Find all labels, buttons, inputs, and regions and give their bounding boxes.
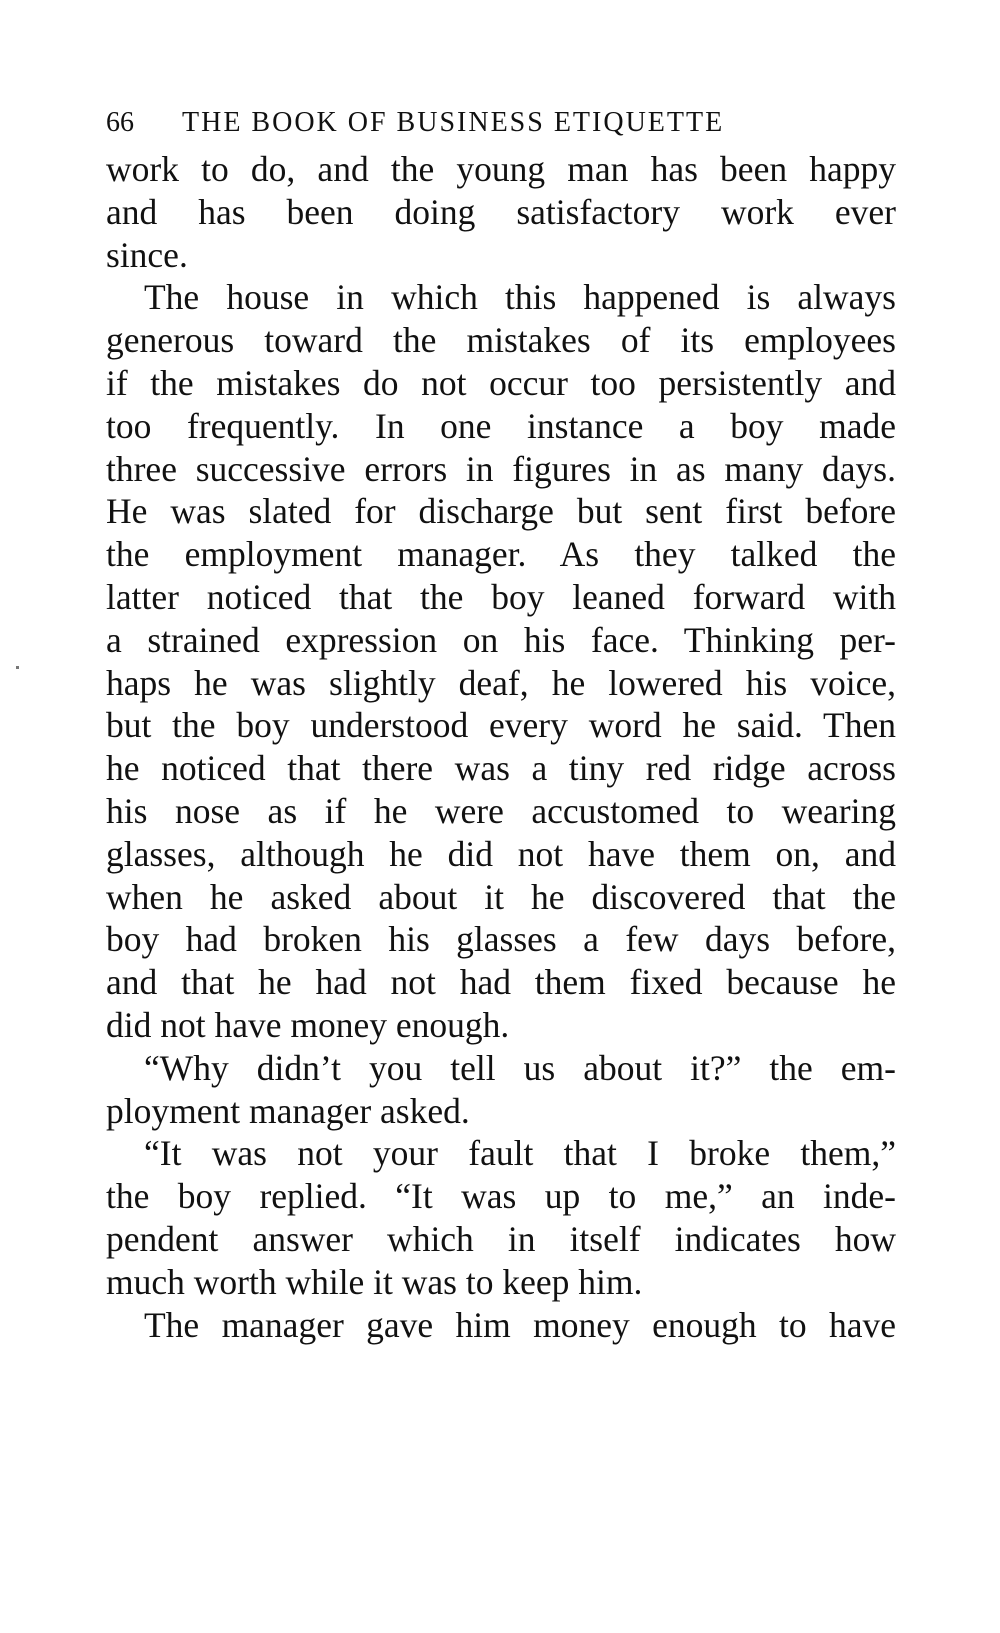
running-header — [106, 100, 896, 146]
text-line: pendent answer which in itself indicates how — [106, 1218, 896, 1259]
text-line: glasses, although he did not have them on, and — [106, 833, 896, 874]
text-line: work to do, and the young man has been happy — [106, 149, 896, 189]
text-line: the boy replied. “It was up to me,” an inde- — [106, 1176, 896, 1217]
text-line: He was slated for discharge but sent first before — [106, 491, 896, 532]
text-line: a strained expression on his face. Thinking per- — [106, 619, 896, 660]
text-line: ployment manager asked. — [106, 1090, 470, 1131]
text-line: he noticed that there was a tiny red ridge across — [106, 748, 896, 789]
text-line: latter noticed that the boy leaned forward with — [106, 576, 896, 617]
text-line: The house in which this happened is always — [144, 277, 896, 318]
scan-speck — [16, 666, 19, 669]
text-line: and that he had not had them fixed because he — [106, 962, 896, 1003]
book-page — [106, 100, 896, 1346]
text-line: boy had broken his glasses a few days before, — [106, 919, 896, 960]
text-line: when he asked about it he discovered that the — [106, 876, 896, 917]
body-text — [106, 148, 896, 1346]
text-line: did not have money enough. — [106, 1004, 510, 1045]
text-line: “Why didn’t you tell us about it?” the em- — [144, 1047, 896, 1088]
text-line: generous toward the mistakes of its employees — [106, 320, 896, 361]
text-line: “It was not your fault that I broke them,” — [144, 1133, 896, 1174]
text-line: since. — [106, 234, 188, 275]
text-line: haps he was slightly deaf, he lowered his voice, — [106, 662, 896, 703]
text-line: his nose as if he were accustomed to wearing — [106, 790, 896, 831]
page-number: 66 — [106, 107, 134, 138]
text-line: too frequently. In one instance a boy made — [106, 405, 896, 446]
text-line: much worth while it was to keep him. — [106, 1261, 643, 1302]
book-title: THE BOOK OF BUSINESS ETIQUETTE — [182, 107, 725, 138]
text-line: the employment manager. As they talked the — [106, 534, 896, 575]
text-line: but the boy understood every word he said. Then — [106, 705, 896, 746]
text-line: three successive errors in figures in as many days. — [106, 448, 896, 489]
text-line: if the mistakes do not occur too persistently and — [106, 362, 896, 403]
text-line: The manager gave him money enough to have — [144, 1304, 896, 1345]
text-line: and has been doing satisfactory work ever — [106, 191, 896, 232]
